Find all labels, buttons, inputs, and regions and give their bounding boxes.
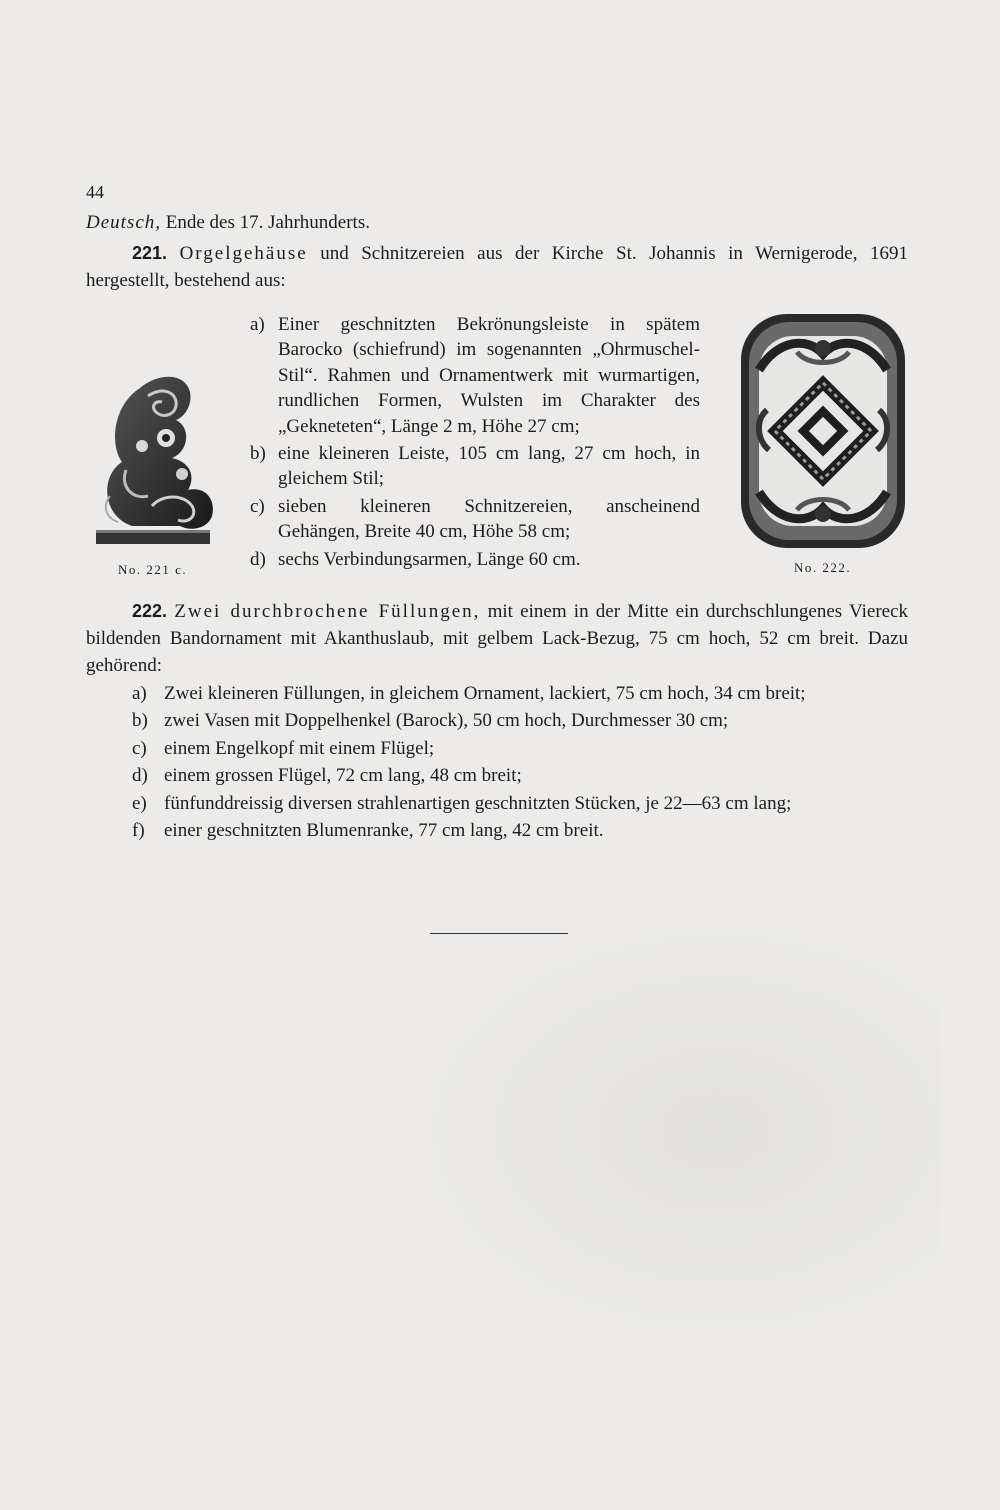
origin-country: Deutsch, xyxy=(86,212,162,233)
list-item: d) sechs Verbindungsarmen, Länge 60 cm. xyxy=(250,548,581,570)
origin-heading xyxy=(86,212,370,234)
list-item: a) Einer geschnitzten Bekrönungsleiste in spätem Barocko (schiefrund) im sogenannten „Ohrmuschel-Stil“. Rahmen und Ornamentwerk mit wurmartigen, rundlichen Formen, Wulsten im Charakter des „Gekneteten“, Länge 2 m, Höhe 27 cm; xyxy=(250,314,700,437)
entry-title: Zwei durchbrochene Füllungen, xyxy=(174,601,481,622)
entry-text: und Schnitzereien aus der Kirche St. Johannis in Wernigerode, 1691 hergestellt, bestehend aus: xyxy=(86,243,909,291)
list-item: b) eine kleineren Leiste, 105 cm lang, 27 cm hoch, in gleichem Stil; xyxy=(250,443,700,490)
list-item: a) Zwei kleineren Füllungen, in gleichem Ornament, lackiert, 75 cm hoch, 34 cm breit; xyxy=(132,683,806,704)
entry-222-items xyxy=(132,680,912,844)
entry-text: mit einem in der Mitte ein durchschlungenes Viereck bildenden Bandornament mit Akanthuslaub, mit gelbem Lack-Bezug, 75 cm hoch, 52 cm breit. Dazu gehörend: xyxy=(86,601,909,676)
list-item: e) fünfunddreissig diversen strahlenartigen geschnitzten Stücken, je 22—63 cm lang; xyxy=(132,792,792,814)
list-item: c) einem Engelkopf mit einem Flügel; xyxy=(132,737,435,759)
list-item: c) sieben kleineren Schnitzereien, anscheinend Gehängen, Breite 40 cm, Höhe 58 cm; xyxy=(250,495,700,543)
entry-221-intro xyxy=(86,240,908,294)
list-item: f) einer geschnitzten Blumenranke, 77 cm lang, 42 cm breit. xyxy=(132,820,604,842)
entry-title: Orgelgehäuse xyxy=(179,243,308,264)
entry-number: 222. xyxy=(132,601,168,621)
list-item: d) einem grossen Flügel, 72 cm lang, 48 cm breit; xyxy=(132,765,522,787)
origin-period: Ende des 17. Jahrhunderts. xyxy=(165,212,370,233)
list-item: b) zwei Vasen mit Doppelhenkel (Barock), 50 cm hoch, Durchmesser 30 cm; xyxy=(132,710,729,732)
carving-222-image xyxy=(737,310,909,552)
show-through-shadow xyxy=(380,900,940,1360)
entry-number: 221. xyxy=(132,243,168,263)
figure-caption-222: No. 222. xyxy=(794,560,852,575)
section-divider xyxy=(430,933,568,934)
figure-caption-221c: No. 221 c. xyxy=(118,562,188,577)
entry-221-items xyxy=(250,312,700,572)
page-number: 44 xyxy=(86,182,104,202)
carving-221c-image xyxy=(92,366,222,548)
entry-222-intro xyxy=(86,598,908,679)
